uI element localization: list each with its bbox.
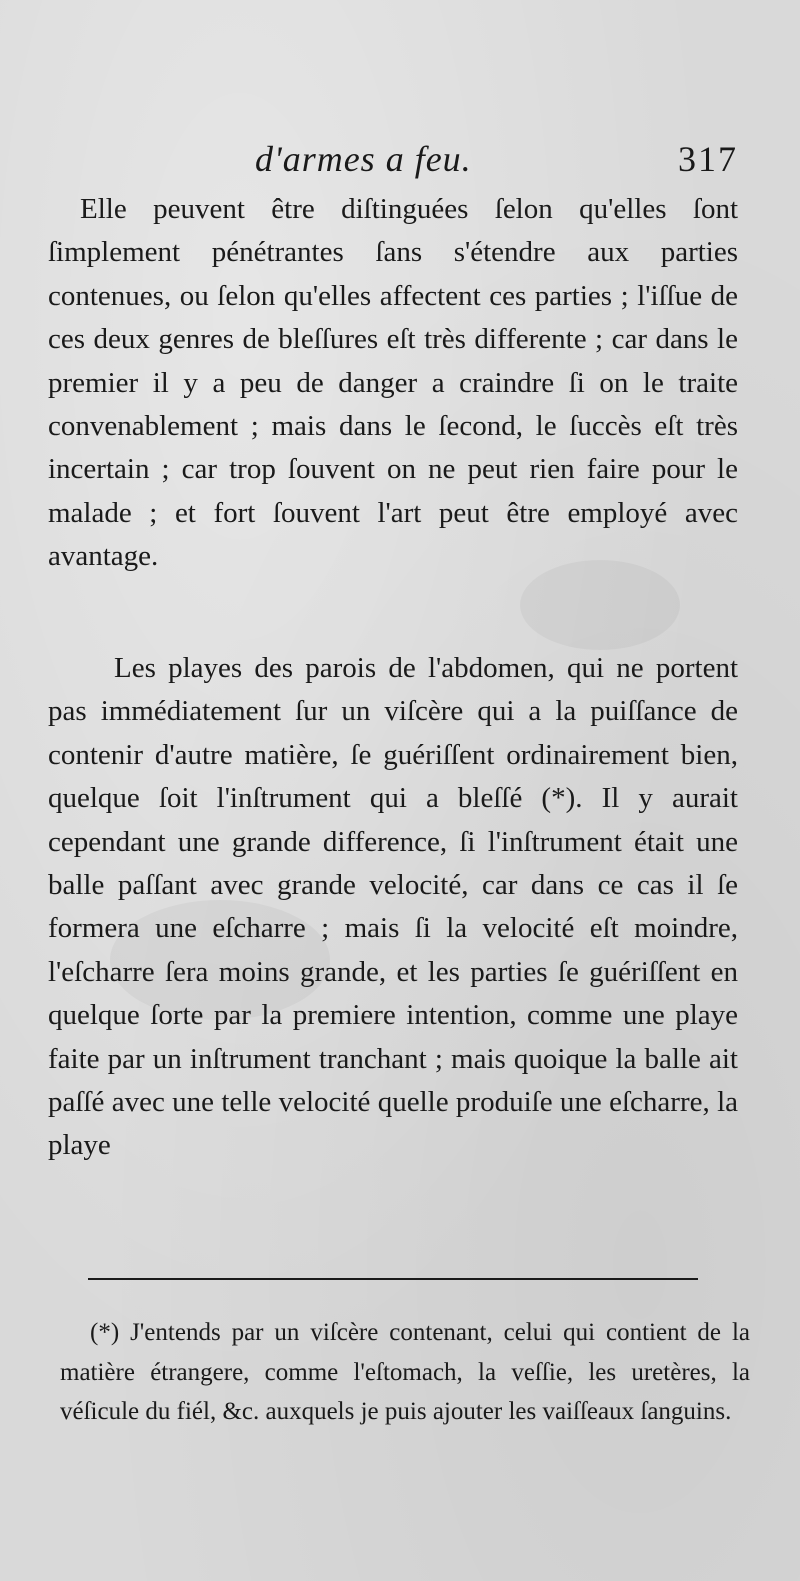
paragraph-1: Elle peuvent être diſtinguées ſelon qu'elles ſont ſimplement pénétrantes ſans s'étendre aux parties contenues, ou ſelon qu'elles affectent ces parties ; l'iſſue de ces deux genres de bleſſures eſt très differente ; car dans le premier il y a peu de danger a craindre ſi on le traite convenablement ; mais dans le ſecond, le ſuccès eſt très incertain ; car trop ſouvent on ne peut rien faire pour le malade ; et fort ſouvent l'art peut être employé avec avantage. bbox=[48, 193, 738, 573]
page-number: 317 bbox=[678, 139, 738, 179]
footnote-separator bbox=[88, 1278, 698, 1280]
paragraph-2: Les playes des parois de l'abdomen, qui ne portent pas immédiatement ſur un viſcère qui a la puiſſance de contenir d'autre matière, ſe guériſſent ordinairement bien, quelque ſoit l'inſtrument qui a bleſſé (*). Il y aurait cependant une grande difference, ſi l'inſtrument était une balle paſſant avec grande velocité, car dans ce cas il ſe formera une eſcharre ; mais ſi la velocité eſt moindre, l'eſcharre ſera moins grande, et les parties ſe guériſſent en quelque ſorte par la premiere intention, comme une playe faite par un inſtrument tranchant ; mais quoique la balle ait paſſé avec une telle velocité quelle produiſe une eſcharre, la playe bbox=[48, 652, 738, 1162]
page-header bbox=[255, 138, 738, 188]
running-title: d'armes a feu. bbox=[255, 139, 472, 179]
footnote: (*) J'entends par un viſcère contenant, celui qui contient de la matière étrangere, comme l'eſtomach, la veſſie, les uretères, la véſicule du fiél, &c. auxquels je puis ajouter les vaiſſeaux ſanguins. bbox=[60, 1319, 750, 1425]
